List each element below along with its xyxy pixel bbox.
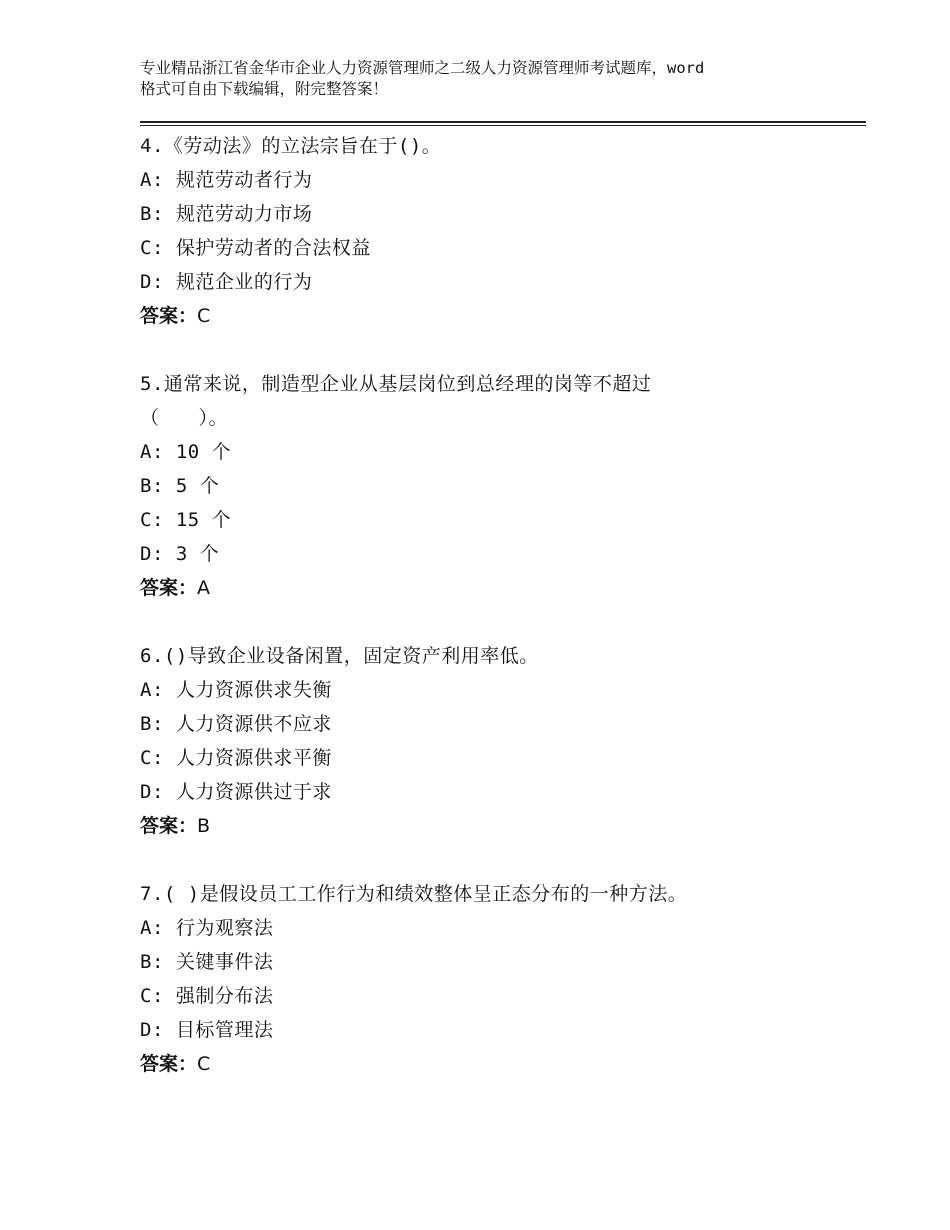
answer-line [140,809,866,843]
question-5 [140,367,866,605]
option-b: B: 5 个 [140,475,220,497]
answer-value: C [197,305,211,327]
answer-value: B [197,815,211,837]
option-d: D: 规范企业的行为 [140,271,313,293]
question-stem: 4.《劳动法》的立法宗旨在于()。 [140,135,442,157]
option-a: A: 规范劳动者行为 [140,169,313,191]
answer-value: A [197,577,211,599]
option-b: B: 关键事件法 [140,951,274,973]
option-d: D: 人力资源供过于求 [140,781,332,803]
option-c: C: 15 个 [140,509,232,531]
answer-label: 答案： [140,577,198,599]
header-divider-thin [140,125,866,126]
header-line-2: 格式可自由下载编辑，附完整答案！ [140,80,389,98]
question-stem: 6.()导致企业设备闲置，固定资产利用率低。 [140,645,539,667]
option-a: A: 人力资源供求失衡 [140,679,332,701]
header-divider-thick [140,121,866,123]
option-d: D: 3 个 [140,543,220,565]
question-4 [140,129,866,333]
answer-value: C [197,1053,211,1075]
option-a: A: 行为观察法 [140,917,274,939]
question-stem: 7.( )是假设员工工作行为和绩效整体呈正态分布的一种方法。 [140,883,688,905]
option-d: D: 目标管理法 [140,1019,274,1041]
question-6 [140,639,866,843]
option-c: C: 强制分布法 [140,985,274,1007]
answer-label: 答案： [140,815,198,837]
header-line-1: 专业精品浙江省金华市企业人力资源管理师之二级人力资源管理师考试题库，word [140,59,705,77]
question-stem: 5.通常来说，制造型企业从基层岗位到总经理的岗等不超过 [140,373,652,395]
question-list [140,129,866,1081]
option-b: B: 人力资源供不应求 [140,713,332,735]
document-header [140,58,840,100]
question-stem-continued: （ ）。 [140,407,229,429]
answer-label: 答案： [140,1053,198,1075]
option-c: C: 保护劳动者的合法权益 [140,237,371,259]
answer-label: 答案： [140,305,198,327]
answer-line [140,571,866,605]
question-7 [140,877,866,1081]
answer-line [140,1047,866,1081]
answer-line [140,299,866,333]
option-c: C: 人力资源供求平衡 [140,747,332,769]
option-b: B: 规范劳动力市场 [140,203,313,225]
option-a: A: 10 个 [140,441,232,463]
